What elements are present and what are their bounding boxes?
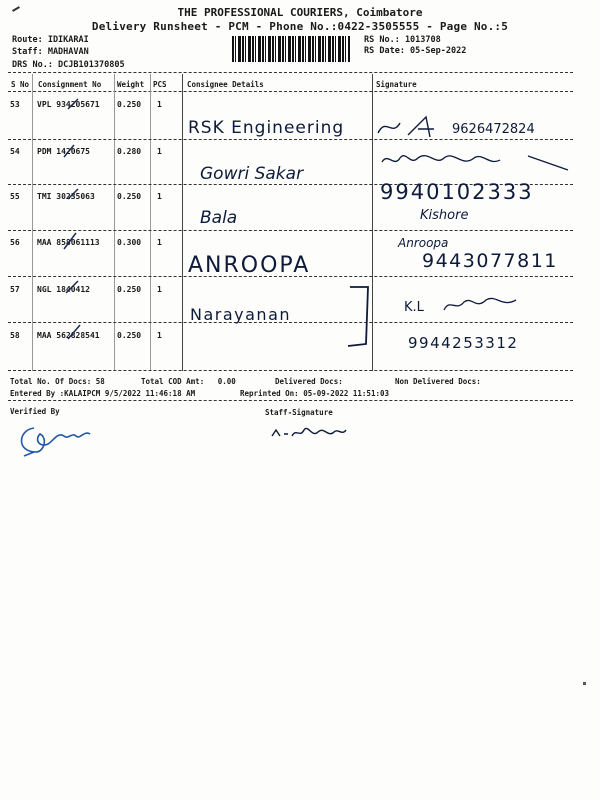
signature-handwriting: 9443077811 <box>422 250 558 272</box>
total-cod: Total COD Amt: 0.00 <box>141 377 236 386</box>
total-docs: Total No. Of Docs: 58 <box>10 377 105 386</box>
table-row-consignment: TMI 30235063 <box>37 192 95 201</box>
staff-signature <box>268 422 348 444</box>
rs-number: RS No.: 1013708 <box>364 35 441 45</box>
non-delivered-docs: Non Delivered Docs: <box>395 377 481 386</box>
company-title: THE PROFESSIONAL COURIERS, Coimbatore <box>177 6 423 19</box>
entered-by: Entered By :KALAIPCM 9/5/2022 11:46:18 AM <box>10 389 196 398</box>
table-row-weight: 0.250 <box>117 331 142 340</box>
signature-handwriting: 9940102333 <box>380 180 534 204</box>
consignee-handwriting: Narayanan <box>190 305 292 324</box>
table-row-consignment: MAA 858061113 <box>37 238 100 247</box>
tick-marks <box>30 95 120 355</box>
table-row-weight: 0.250 <box>117 100 142 109</box>
table-row-consignment: VPL 934205671 <box>37 100 100 109</box>
barcode <box>232 36 350 62</box>
consignee-handwriting: RSK Engineering <box>188 118 345 138</box>
table-row-consignment: NGL 1840412 <box>37 285 90 294</box>
signature-handwriting: 9944253312 <box>408 334 519 352</box>
table-row-pcs: 1 <box>157 192 162 201</box>
table-row-sno: 53 <box>10 100 20 109</box>
delivered-docs: Delivered Docs: <box>275 377 343 386</box>
consignee-handwriting: ANROOPA <box>188 253 311 278</box>
table-row-sno: 57 <box>10 285 20 294</box>
signature-handwriting: Anroopa <box>398 236 449 250</box>
bracket-mark <box>340 282 380 352</box>
consignee-handwriting: Gowri Sakar <box>200 164 304 184</box>
col-pcs: PCS <box>153 80 167 89</box>
table-row-pcs: 1 <box>157 238 162 247</box>
signature-handwriting: Kishore <box>420 208 469 223</box>
table-row-weight: 0.300 <box>117 238 142 247</box>
reprinted-on: Reprinted On: 05-09-2022 11:51:03 <box>240 389 390 398</box>
table-row-pcs: 1 <box>157 285 162 294</box>
signature-mark <box>372 113 452 143</box>
col-consignee: Consignee Details <box>187 80 264 89</box>
table-row-consignment: PDM 1420675 <box>37 147 90 156</box>
rs-date: RS Date: 05-Sep-2022 <box>364 46 467 56</box>
runsheet-subtitle: Delivery Runsheet - PCM - Phone No.:0422-3505555 - Page No.:5 <box>91 20 509 33</box>
signature-mark <box>378 148 578 174</box>
col-weight: Weight <box>117 80 145 89</box>
col-consignment: Consignment No <box>38 80 102 89</box>
table-row-sno: 54 <box>10 147 20 156</box>
table-row-pcs: 1 <box>157 331 162 340</box>
staff-label: Staff: MADHAVAN <box>12 47 89 57</box>
signature-handwriting: K.L <box>404 300 424 315</box>
col-signature: Signature <box>376 80 417 89</box>
table-row-pcs: 1 <box>157 100 162 109</box>
table-row-sno: 55 <box>10 192 20 201</box>
table-row-sno: 56 <box>10 238 20 247</box>
table-row-weight: 0.280 <box>117 147 142 156</box>
route-label: Route: IDIKARAI <box>12 35 89 45</box>
table-row-pcs: 1 <box>157 147 162 156</box>
col-sno: S No <box>11 80 30 89</box>
table-row-weight: 0.250 <box>117 192 142 201</box>
signature-mark <box>440 292 520 318</box>
table-row-sno: 58 <box>10 331 20 340</box>
verifier-signature <box>14 418 104 458</box>
verified-by: Verified By <box>10 407 60 416</box>
table-row-weight: 0.250 <box>117 285 142 294</box>
consignee-handwriting: Bala <box>200 208 238 228</box>
drs-number: DRS No.: DCJB101370805 <box>12 60 125 70</box>
scan-speck <box>583 682 586 685</box>
signature-handwriting: 9626472824 <box>452 122 535 137</box>
staff-signature-label: Staff-Signature <box>265 408 333 417</box>
table-row-consignment: MAA 562828541 <box>37 331 100 340</box>
